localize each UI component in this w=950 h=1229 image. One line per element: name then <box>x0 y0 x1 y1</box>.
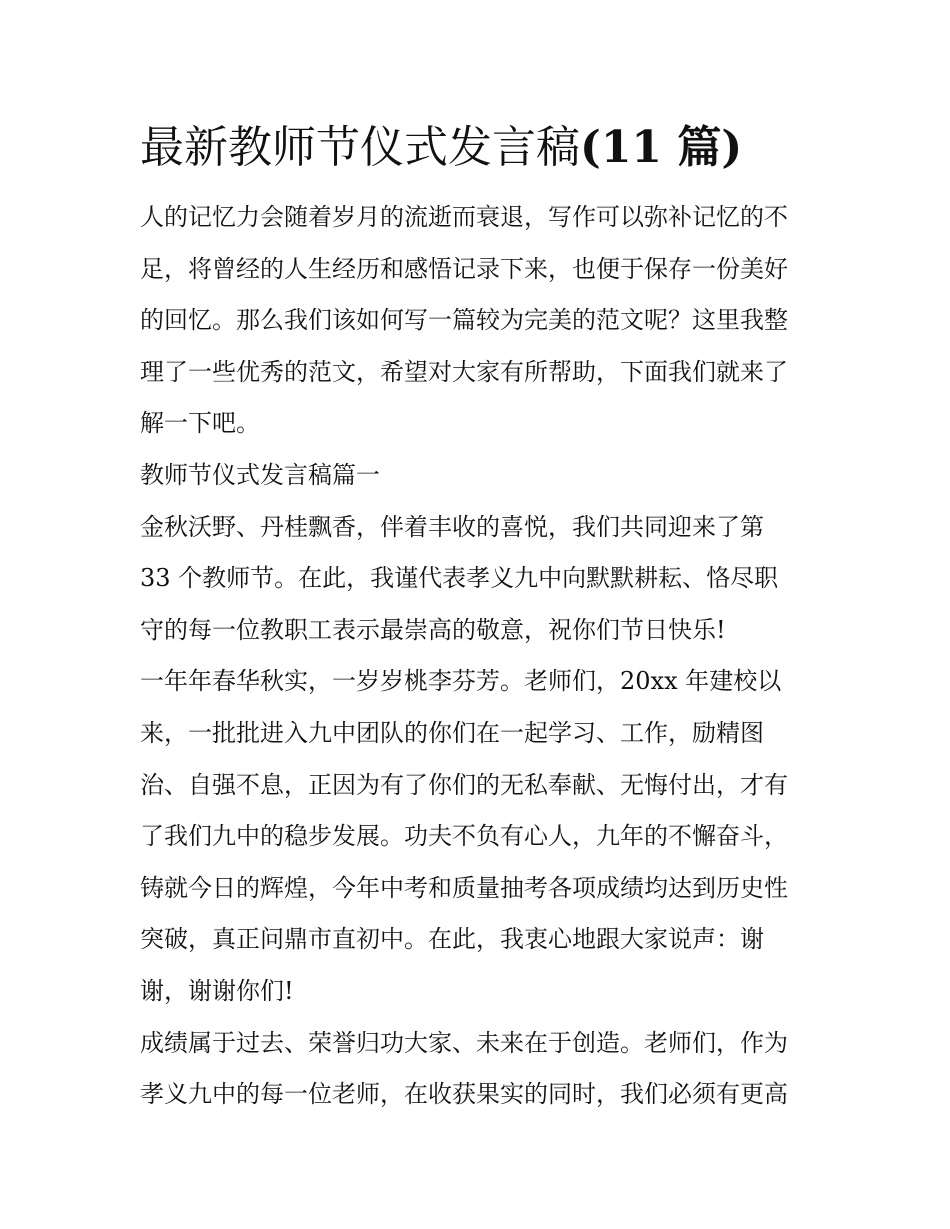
paragraph-line: 金秋沃野、丹桂飘香，伴着丰收的喜悦，我们共同迎来了第 <box>140 512 764 541</box>
section-heading: 教师节仪式发言稿篇一 <box>140 460 380 489</box>
paragraph-line: 解一下吧。 <box>140 409 260 438</box>
paragraph-line: 铸就今日的辉煌，今年中考和质量抽考各项成绩均达到历史性 <box>140 873 788 902</box>
paragraph-line: 理了一些优秀的范文，希望对大家有所帮助，下面我们就来了 <box>140 357 788 386</box>
document-body <box>140 192 830 1121</box>
title-suffix: (11 篇) <box>580 122 743 173</box>
paragraph-line: 成绩属于过去、荣誉归功大家、未来在于创造。老师们，作为 <box>140 1028 788 1057</box>
paragraph-line: 治、自强不息，正因为有了你们的无私奉献、无悔付出，才有 <box>140 770 788 799</box>
paragraph-line: 孝义九中的每一位老师，在收获果实的同时，我们必须有更高 <box>140 1080 788 1109</box>
paragraph-line: 突破，真正问鼎市直初中。在此，我衷心地跟大家说声：谢 <box>140 925 764 954</box>
paragraph-line: 足，将曾经的人生经历和感悟记录下来，也便于保存一份美好 <box>140 254 788 283</box>
paragraph-line: 人的记忆力会随着岁月的流逝而衰退，写作可以弥补记忆的不 <box>140 203 788 231</box>
paragraph-line: 一年年春华秋实，一岁岁桃李芬芳。老师们，20xx 年建校以 <box>140 667 782 696</box>
paragraph-line: 守的每一位教职工表示最崇高的敬意，祝你们节日快乐! <box>140 615 726 644</box>
paragraph-line: 了我们九中的稳步发展。功夫不负有心人，九年的不懈奋斗， <box>140 822 788 851</box>
title-main: 最新教师节仪式发言稿 <box>140 122 580 173</box>
paragraph-line: 33 个教师节。在此，我谨代表孝义九中向默默耕耘、恪尽职 <box>140 564 779 593</box>
document-title <box>140 118 830 178</box>
paragraph-line: 的回忆。那么我们该如何写一篇较为完美的范文呢？这里我整 <box>140 306 788 335</box>
paragraph-line: 来，一批批进入九中团队的你们在一起学习、工作，励精图 <box>140 718 764 747</box>
paragraph-line: 谢，谢谢你们! <box>140 976 294 1005</box>
